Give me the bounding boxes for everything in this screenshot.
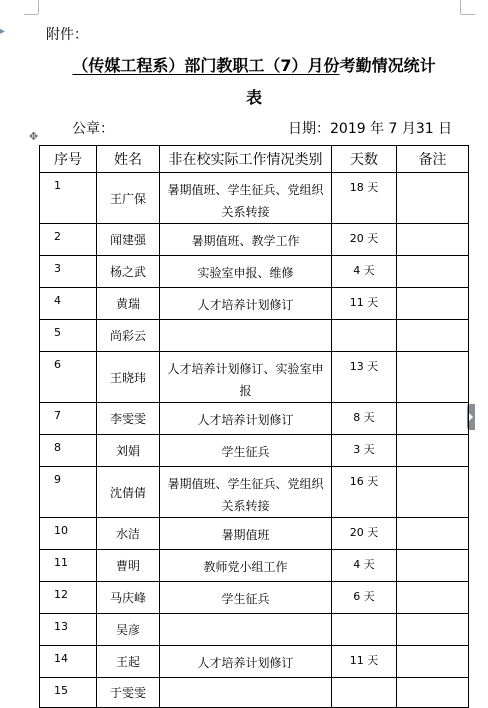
row-name: 刘娟	[97, 435, 160, 467]
row-no: 9	[40, 467, 97, 518]
row-days: 8 天	[332, 403, 397, 435]
row-name: 曹明	[97, 550, 160, 582]
table-row	[40, 646, 469, 678]
row-name: 王广保	[97, 173, 160, 224]
row-name: 王晓玮	[97, 352, 160, 403]
row-days	[332, 614, 397, 646]
row-note	[397, 320, 469, 352]
table-move-icon[interactable]: ✥	[29, 130, 39, 143]
row-note	[397, 646, 469, 678]
attendance-table	[39, 145, 469, 708]
table-row	[40, 614, 469, 646]
table-row	[40, 256, 469, 288]
row-note	[397, 173, 469, 224]
seal-label: 公章：	[72, 121, 114, 137]
row-name: 沈倩倩	[97, 467, 160, 518]
row-no: 2	[40, 224, 97, 256]
crop-mark	[461, 14, 475, 15]
row-no: 10	[40, 518, 97, 550]
row-no: 1	[40, 173, 97, 224]
row-name: 王起	[97, 646, 160, 678]
table-row	[40, 518, 469, 550]
table-row	[40, 288, 469, 320]
row-name: 李雯雯	[97, 403, 160, 435]
row-work	[160, 320, 332, 352]
doc-title-line2: 表	[245, 88, 262, 107]
row-work: 学生征兵	[160, 582, 332, 614]
row-note	[397, 614, 469, 646]
row-days: 3 天	[332, 435, 397, 467]
row-no: 11	[40, 550, 97, 582]
row-note	[397, 256, 469, 288]
row-days: 11 天	[332, 646, 397, 678]
row-days: 4 天	[332, 256, 397, 288]
row-no: 7	[40, 403, 97, 435]
row-name: 水洁	[97, 518, 160, 550]
row-no: 5	[40, 320, 97, 352]
row-work: 暑期值班、学生征兵、党组织关系转接	[160, 173, 332, 224]
row-note	[397, 678, 469, 708]
row-days: 20 天	[332, 518, 397, 550]
table-row	[40, 678, 469, 708]
crop-mark	[460, 0, 461, 14]
table-row	[40, 173, 469, 224]
attachment-label: 附件：	[46, 27, 88, 43]
col-header-work: 非在校实际工作情况类别	[160, 146, 332, 173]
row-note	[397, 467, 469, 518]
col-header-days: 天数	[332, 146, 397, 173]
row-work	[160, 678, 332, 708]
row-no: 4	[40, 288, 97, 320]
col-header-no: 序号	[40, 146, 97, 173]
crop-mark	[24, 14, 38, 15]
table-row	[40, 352, 469, 403]
table-row	[40, 403, 469, 435]
table-row	[40, 320, 469, 352]
row-days: 16 天	[332, 467, 397, 518]
title-rest: 考勤情况统计	[339, 56, 436, 75]
table-row	[40, 550, 469, 582]
row-work: 人才培养计划修订	[160, 646, 332, 678]
title-dept: （传媒工程系）部门教职工	[72, 56, 265, 75]
row-days: 11 天	[332, 288, 397, 320]
row-work: 人才培养计划修订	[160, 403, 332, 435]
row-name: 吴彦	[97, 614, 160, 646]
row-name: 闻建强	[97, 224, 160, 256]
row-days: 13 天	[332, 352, 397, 403]
table-row	[40, 435, 469, 467]
row-work: 暑期值班	[160, 518, 332, 550]
row-note	[397, 288, 469, 320]
crop-mark	[38, 0, 39, 14]
row-note	[397, 352, 469, 403]
table-header-row	[40, 146, 469, 173]
col-header-note: 备注	[397, 146, 469, 173]
row-work: 人才培养计划修订	[160, 288, 332, 320]
row-days	[332, 320, 397, 352]
row-no: 13	[40, 614, 97, 646]
table-row	[40, 224, 469, 256]
table-row	[40, 582, 469, 614]
row-work	[160, 614, 332, 646]
row-name: 杨之武	[97, 256, 160, 288]
col-header-name: 姓名	[97, 146, 160, 173]
row-work: 实验室申报、维修	[160, 256, 332, 288]
row-note	[397, 550, 469, 582]
row-note	[397, 435, 469, 467]
row-name: 尚彩云	[97, 320, 160, 352]
row-note	[397, 403, 469, 435]
title-month: （7）月份	[264, 56, 340, 75]
row-no: 15	[40, 678, 97, 708]
row-no: 14	[40, 646, 97, 678]
row-days: 18 天	[332, 173, 397, 224]
row-work: 暑期值班、教学工作	[160, 224, 332, 256]
row-days: 4 天	[332, 550, 397, 582]
row-work: 人才培养计划修订、实验室申报	[160, 352, 332, 403]
row-note	[397, 518, 469, 550]
row-work: 暑期值班、学生征兵、党组织关系转接	[160, 467, 332, 518]
row-no: 12	[40, 582, 97, 614]
paragraph-icon[interactable]: ▸	[0, 26, 6, 37]
row-days: 20 天	[332, 224, 397, 256]
row-no: 8	[40, 435, 97, 467]
row-name: 于雯雯	[97, 678, 160, 708]
row-note	[397, 582, 469, 614]
row-note	[397, 224, 469, 256]
row-name: 黄瑞	[97, 288, 160, 320]
row-work: 学生征兵	[160, 435, 332, 467]
row-no: 3	[40, 256, 97, 288]
row-days	[332, 678, 397, 708]
row-days: 6 天	[332, 582, 397, 614]
row-work: 教师党小组工作	[160, 550, 332, 582]
table-row	[40, 467, 469, 518]
date-label: 日期：2019 年 7 月31 日	[288, 121, 453, 137]
row-no: 6	[40, 352, 97, 403]
row-name: 马庆峰	[97, 582, 160, 614]
doc-title	[40, 55, 468, 77]
